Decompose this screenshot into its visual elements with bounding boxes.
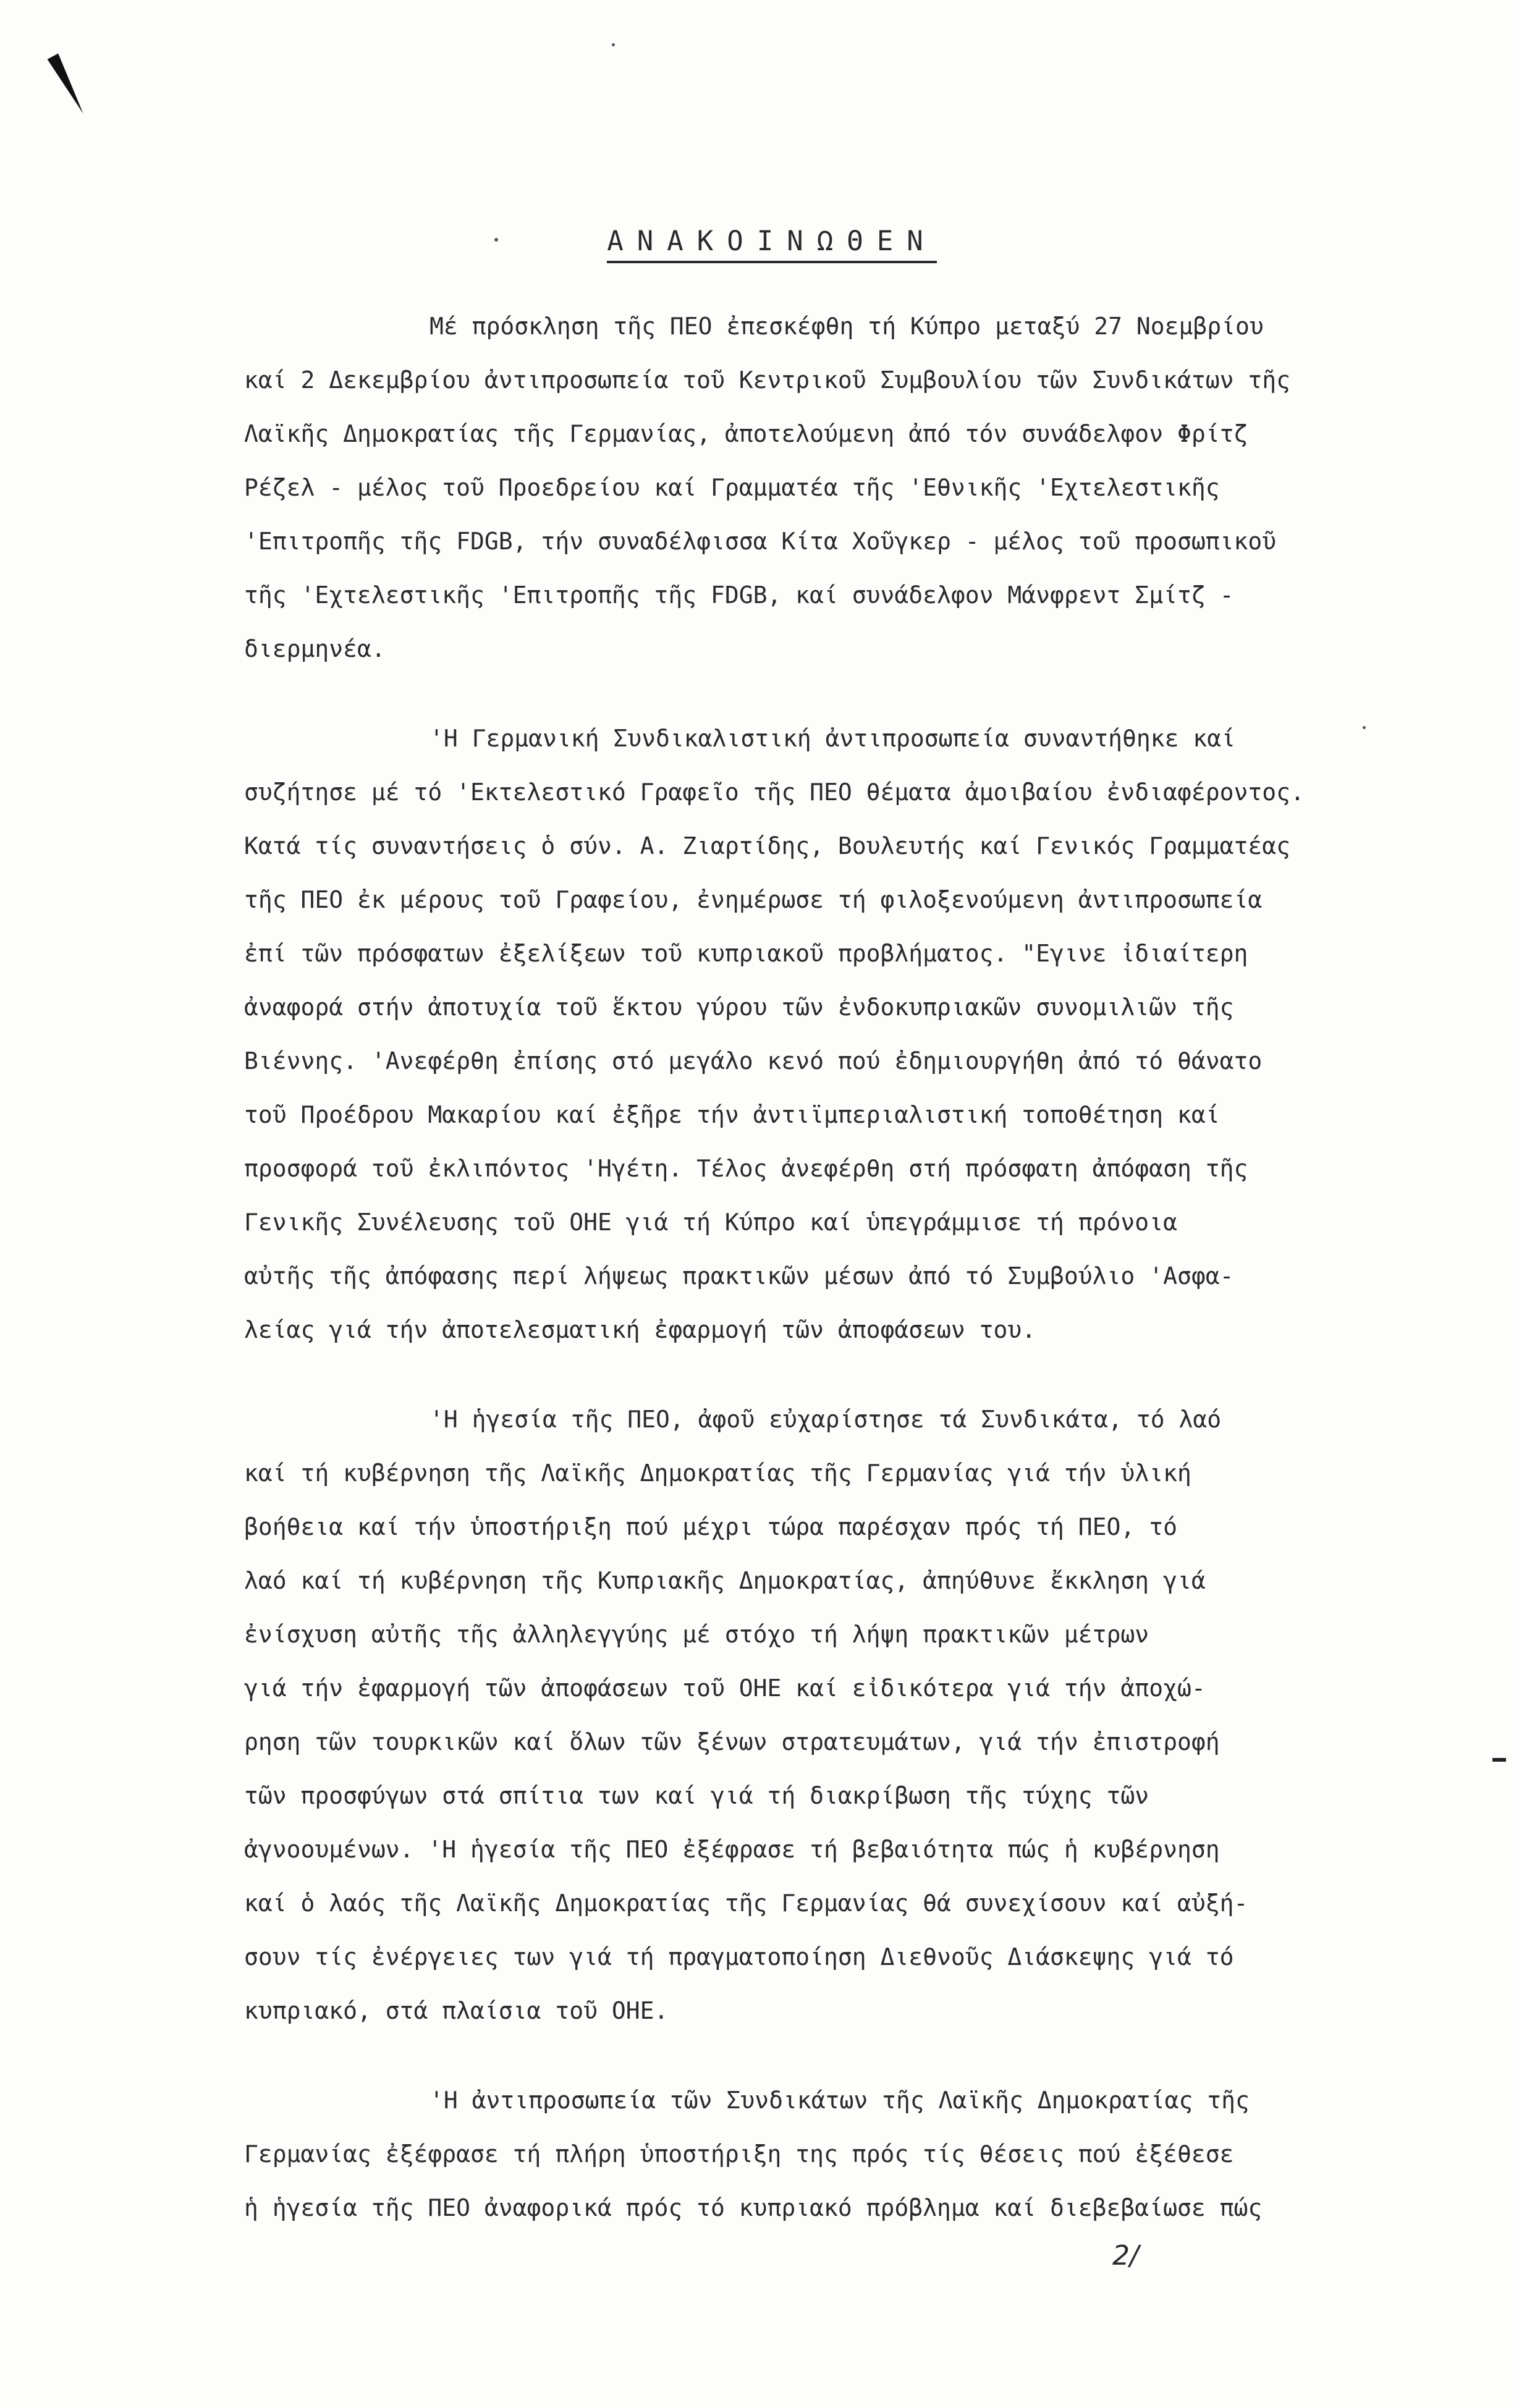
paragraph-line: τῆς 'Εχτελεστικῆς 'Επιτροπῆς τῆς FDGB, καί συνάδελφον Μάνφρεντ Σμίτζ - (244, 581, 1234, 609)
paragraph-line: διερμηνέα. (244, 635, 386, 662)
paragraph-line: 'Επιτροπῆς τῆς FDGB, τήν συναδέλφισσα Κίτα Χοῦγκερ - μέλος τοῦ προσωπικοῦ (244, 528, 1277, 555)
paragraph-line: Λαϊκῆς Δημοκρατίας τῆς Γερμανίας, ἀποτελούμενη ἀπό τόν συνάδελφον Φρίτζ (244, 420, 1248, 447)
paragraph-line: λείας γιά τήν ἀποτελεσματική ἐφαρμογή τῶν ἀποφάσεων του. (244, 1316, 1036, 1343)
title-text: ΑΝΑΚΟΙΝΩΘΕΝ (607, 226, 936, 263)
paragraph-line: ἡ ἡγεσία τῆς ΠΕΟ ἀναφορικά πρός τό κυπριακό πρόβλημα καί διεβεβαίωσε πώς (244, 2194, 1263, 2221)
paragraph-line: Ρέζελ - μέλος τοῦ Προεδρείου καί Γραμματέα τῆς 'Εθνικῆς 'Εχτελεστικῆς (244, 474, 1220, 501)
paragraph-line: τῆς ΠΕΟ ἐκ μέρους τοῦ Γραφείου, ἐνημέρωσε τή φιλοξενούμενη ἀντιπροσωπεία (244, 886, 1263, 913)
speck (1363, 726, 1366, 729)
paragraph-line: ἀναφορά στήν ἀποτυχία τοῦ ἕκτου γύρου τῶν ἐνδοκυπριακῶν συνομιλιῶν τῆς (244, 994, 1234, 1021)
paragraph-line: κυπριακό, στά πλαίσια τοῦ ΟΗΕ. (244, 1997, 669, 2024)
paragraph-line: σουν τίς ἐνέργειες των γιά τή πραγματοποίηση Διεθνοῦς Διάσκεψης γιά τό (244, 1943, 1234, 1971)
margin-mark (1492, 1758, 1506, 1762)
paragraph-line: τῶν προσφύγων στά σπίτια των καί γιά τή διακρίβωση τῆς τύχης τῶν (244, 1782, 1149, 1809)
speck (612, 43, 615, 46)
paragraph-line: ἐνίσχυση αὐτῆς τῆς ἀλληλεγγύης μέ στόχο τή λήψη πρακτικῶν μέτρων (244, 1621, 1149, 1648)
paragraph-line: γιά τήν ἐφαρμογή τῶν ἀποφάσεων τοῦ ΟΗΕ καί εἰδικότερα γιά τήν ἀποχώ- (244, 1675, 1206, 1702)
paragraph-line: ἀγνοουμένων. 'Η ἡγεσία τῆς ΠΕΟ ἐξέφρασε τή βεβαιότητα πώς ἡ κυβέρνηση (244, 1836, 1220, 1863)
paragraph-line: καί 2 Δεκεμβρίου ἀντιπροσωπεία τοῦ Κεντρικοῦ Συμβουλίου τῶν Συνδικάτων τῆς (244, 366, 1290, 394)
paragraph-line: προσφορά τοῦ ἐκλιπόντος 'Ηγέτη. Τέλος ἀνεφέρθη στή πρόσφατη ἀπόφαση τῆς (244, 1155, 1248, 1182)
paragraph-line: βοήθεια καί τήν ὑποστήριξη πού μέχρι τώρα παρέσχαν πρός τή ΠΕΟ, τό (244, 1513, 1177, 1540)
paragraph-line: Βιέννης. 'Ανεφέρθη ἐπίσης στό μεγάλο κενό πού ἐδημιουργήθη ἀπό τό θάνατο (244, 1047, 1263, 1075)
paragraph-line: 'Η ἀντιπροσωπεία τῶν Συνδικάτων τῆς Λαϊκῆς Δημοκρατίας τῆς (429, 2087, 1250, 2114)
paragraph-line: 'Η ἡγεσία τῆς ΠΕΟ, ἀφοῦ εὐχαρίστησε τά Συνδικάτα, τό λαό (429, 1406, 1222, 1433)
paragraph-line: καί ὁ λαός τῆς Λαϊκῆς Δημοκρατίας τῆς Γερμανίας θά συνεχίσουν καί αὐξή- (244, 1890, 1248, 1917)
paragraph-line: 'Η Γερμανική Συνδικαλιστική ἀντιπροσωπεία συναντήθηκε καί (429, 725, 1236, 752)
paragraph-line: Γενικῆς Συνέλευσης τοῦ ΟΗΕ γιά τή Κύπρο καί ὑπεγράμμισε τή πρόνοια (244, 1209, 1177, 1236)
paragraph-line: ἐπί τῶν πρόσφατων ἐξελίξεων τοῦ κυπριακοῦ προβλήματος. "Εγινε ἰδιαίτερη (244, 940, 1248, 967)
paragraph-line: Μέ πρόσκληση τῆς ΠΕΟ ἐπεσκέφθη τή Κύπρο μεταξύ 27 Νοεμβρίου (429, 313, 1264, 340)
paragraph-line: Γερμανίας ἐξέφρασε τή πλήρη ὑποστήριξη της πρός τίς θέσεις πού ἐξέθεσε (244, 2140, 1234, 2168)
paragraph-line: αὐτῆς τῆς ἀπόφασης περί λήψεως πρακτικῶν μέσων ἀπό τό Συμβούλιο 'Ασφα- (244, 1262, 1234, 1290)
document-title (0, 226, 1519, 263)
paragraph-line: τοῦ Προέδρου Μακαρίου καί ἐξῆρε τήν ἀντιϊμπεριαλιστική τοποθέτηση καί (244, 1101, 1220, 1128)
page-number: 2/ (1112, 2240, 1139, 2271)
ink-mark (48, 53, 89, 116)
document-body (244, 300, 1350, 2235)
paragraph-line: συζήτησε μέ τό 'Εκτελεστικό Γραφεῖο τῆς ΠΕΟ θέματα ἀμοιβαίου ἐνδιαφέροντος. (244, 779, 1305, 806)
paragraph-line: ρηση τῶν τουρκικῶν καί ὅλων τῶν ξένων στρατευμάτων, γιά τήν ἐπιστροφή (244, 1728, 1220, 1755)
paragraph-line: Κατά τίς συναντήσεις ὁ σύν. Α. Ζιαρτίδης, Βουλευτής καί Γενικός Γραμματέας (244, 832, 1290, 860)
paragraph-line: λαό καί τή κυβέρνηση τῆς Κυπριακῆς Δημοκρατίας, ἀπηύθυνε ἔκκληση γιά (244, 1567, 1206, 1594)
paragraph-line: καί τή κυβέρνηση τῆς Λαϊκῆς Δημοκρατίας τῆς Γερμανίας γιά τήν ὑλική (244, 1460, 1191, 1487)
